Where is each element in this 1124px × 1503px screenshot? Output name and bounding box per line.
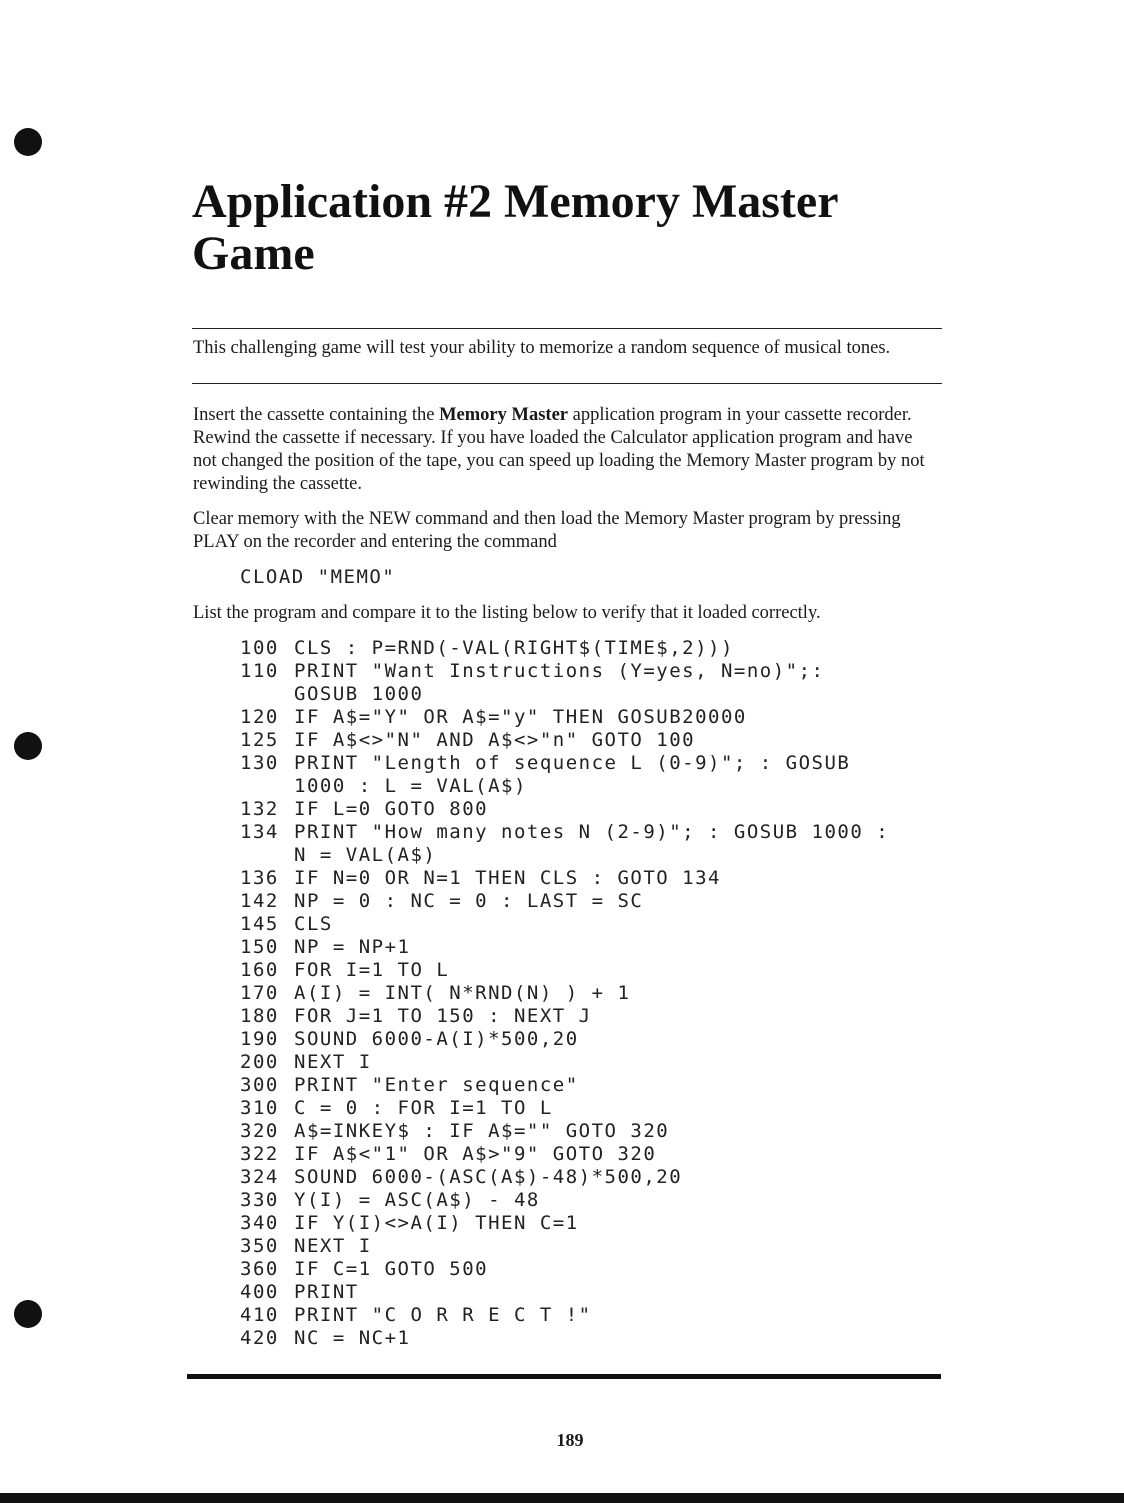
page-bottom-edge: [0, 1493, 1124, 1503]
line-number: 400: [240, 1281, 279, 1303]
code-line: [240, 1281, 889, 1304]
line-code: FOR I=1 TO L: [294, 959, 450, 981]
line-number: 310: [240, 1097, 279, 1119]
intro-rule-bottom: [192, 383, 942, 384]
program-listing: [240, 637, 889, 1350]
line-number: 324: [240, 1166, 279, 1188]
line-number: 180: [240, 1005, 279, 1027]
line-code: NP = 0 : NC = 0 : LAST = SC: [294, 890, 644, 912]
paragraph-clear-memory: Clear memory with the NEW command and then load the Memory Master program by pressing PLAY on the recorder and entering the command: [193, 509, 901, 552]
code-line: [240, 821, 889, 844]
line-code: NEXT I: [294, 1235, 372, 1257]
line-number: 100: [240, 637, 279, 659]
code-line: [240, 1235, 889, 1258]
page-number: 189: [556, 1430, 584, 1450]
paragraph-list-program: List the program and compare it to the listing below to verify that it loaded correctly.: [193, 603, 821, 623]
code-line: [240, 1120, 889, 1143]
line-code: PRINT: [294, 1281, 359, 1303]
line-number: 130: [240, 752, 279, 774]
line-code: 1000 : L = VAL(A$): [294, 775, 527, 797]
line-number: 350: [240, 1235, 279, 1257]
code-line: [240, 683, 889, 706]
line-code: CLS : P=RND(-VAL(RIGHT$(TIME$,2))): [294, 637, 734, 659]
code-line: [240, 844, 889, 867]
binder-hole-middle: [14, 732, 42, 760]
code-line: [240, 1074, 889, 1097]
code-line: [240, 706, 889, 729]
line-code: PRINT "How many notes N (2-9)"; : GOSUB 1000 :: [294, 821, 890, 843]
line-number: 322: [240, 1143, 279, 1165]
line-number: 360: [240, 1258, 279, 1280]
line-number: 110: [240, 660, 279, 682]
line-code: A$=INKEY$ : IF A$="" GOTO 320: [294, 1120, 670, 1142]
binder-hole-bottom: [14, 1300, 42, 1328]
line-code: CLS: [294, 913, 333, 935]
line-number: 160: [240, 959, 279, 981]
line-number: 120: [240, 706, 279, 728]
code-line: [240, 637, 889, 660]
binder-hole-top: [14, 128, 42, 156]
line-number: 170: [240, 982, 279, 1004]
line-code: SOUND 6000-A(I)*500,20: [294, 1028, 579, 1050]
code-line: [240, 913, 889, 936]
code-line: [240, 1166, 889, 1189]
line-number: 410: [240, 1304, 279, 1326]
line-number: 340: [240, 1212, 279, 1234]
line-number: 190: [240, 1028, 279, 1050]
line-code: N = VAL(A$): [294, 844, 437, 866]
line-number: 145: [240, 913, 279, 935]
line-number: 420: [240, 1327, 279, 1349]
line-number: [240, 683, 294, 706]
code-line: [240, 1143, 889, 1166]
line-code: PRINT "Enter sequence": [294, 1074, 579, 1096]
code-line: [240, 660, 889, 683]
code-line: [240, 890, 889, 913]
line-code: SOUND 6000-(ASC(A$)-48)*500,20: [294, 1166, 683, 1188]
paragraph-insert-cassette: [193, 404, 938, 496]
line-code: IF C=1 GOTO 500: [294, 1258, 489, 1280]
line-code: A(I) = INT( N*RND(N) ) + 1: [294, 982, 631, 1004]
line-number: 200: [240, 1051, 279, 1073]
line-number: 330: [240, 1189, 279, 1211]
code-line: [240, 1051, 889, 1074]
code-line: [240, 1097, 889, 1120]
paragraph-insert-cassette-end: application program in your cassette recorder. Rewind the cassette if necessary. If you have loaded the Calculator application program and have not changed the position of the tape, you can speed up loading the Memory Master program by not rewinding the cassette.: [193, 405, 925, 494]
code-line: [240, 1258, 889, 1281]
line-number: [240, 775, 294, 798]
line-number: 300: [240, 1074, 279, 1096]
code-line: [240, 798, 889, 821]
code-line: [240, 936, 889, 959]
line-code: IF L=0 GOTO 800: [294, 798, 489, 820]
line-code: PRINT "C O R R E C T !": [294, 1304, 592, 1326]
line-code: GOSUB 1000: [294, 683, 424, 705]
line-number: 136: [240, 867, 279, 889]
code-line: [240, 775, 889, 798]
intro-rule-top: [192, 328, 942, 329]
line-code: PRINT "Length of sequence L (0-9)"; : GOSUB: [294, 752, 851, 774]
line-code: IF A$="Y" OR A$="y" THEN GOSUB20000: [294, 706, 747, 728]
paragraph-insert-cassette-start: Insert the cassette containing the: [193, 405, 440, 425]
line-code: FOR J=1 TO 150 : NEXT J: [294, 1005, 592, 1027]
load-command: CLOAD "MEMO": [240, 566, 396, 588]
code-line: [240, 1189, 889, 1212]
line-number: 134: [240, 821, 279, 843]
line-number: 132: [240, 798, 279, 820]
line-code: NEXT I: [294, 1051, 372, 1073]
page-title: Application #2 Memory Master Game: [192, 175, 838, 280]
code-line: [240, 982, 889, 1005]
code-line: [240, 867, 889, 890]
line-code: PRINT "Want Instructions (Y=yes, N=no)";:: [294, 660, 825, 682]
code-line: [240, 1327, 889, 1350]
code-line: [240, 1304, 889, 1327]
line-code: IF A$<"1" OR A$>"9" GOTO 320: [294, 1143, 657, 1165]
code-line: [240, 729, 889, 752]
footer-rule: [187, 1374, 941, 1379]
program-name-bold: Memory Master: [439, 405, 568, 425]
line-number: 125: [240, 729, 279, 751]
code-line: [240, 1028, 889, 1051]
code-line: [240, 959, 889, 982]
line-code: IF Y(I)<>A(I) THEN C=1: [294, 1212, 579, 1234]
line-code: IF A$<>"N" AND A$<>"n" GOTO 100: [294, 729, 696, 751]
line-code: Y(I) = ASC(A$) - 48: [294, 1189, 540, 1211]
intro-text: This challenging game will test your ability to memorize a random sequence of musical tones.: [193, 338, 891, 358]
code-line: [240, 1212, 889, 1235]
line-number: [240, 844, 294, 867]
line-code: NC = NC+1: [294, 1327, 411, 1349]
line-number: 320: [240, 1120, 279, 1142]
line-number: 142: [240, 890, 279, 912]
line-code: IF N=0 OR N=1 THEN CLS : GOTO 134: [294, 867, 721, 889]
code-line: [240, 1005, 889, 1028]
line-code: NP = NP+1: [294, 936, 411, 958]
line-code: C = 0 : FOR I=1 TO L: [294, 1097, 553, 1119]
code-line: [240, 752, 889, 775]
line-number: 150: [240, 936, 279, 958]
